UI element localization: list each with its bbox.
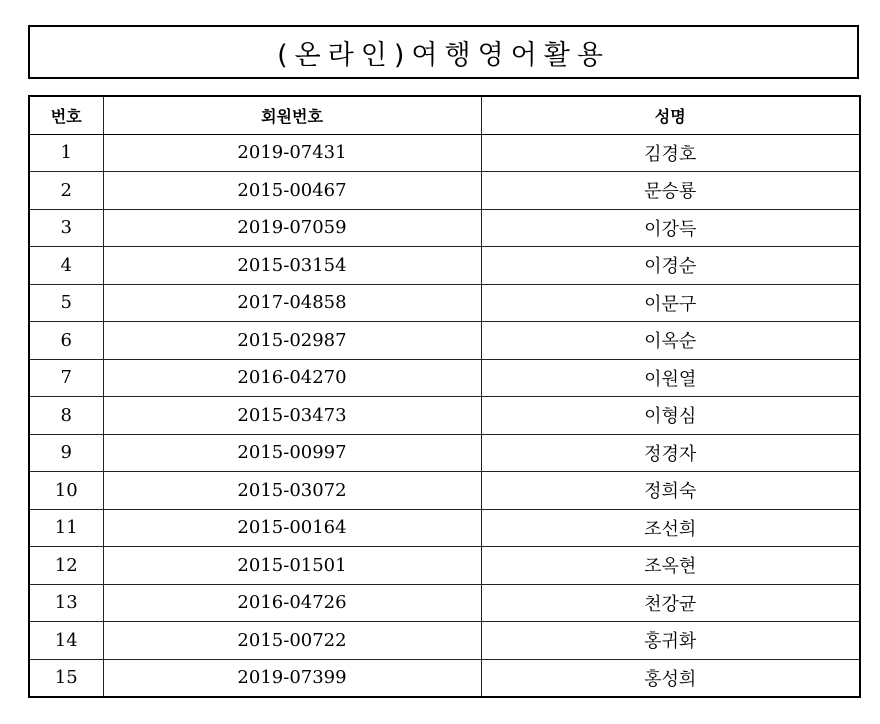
table-header-row	[29, 96, 860, 134]
table-row	[29, 659, 860, 697]
table-row	[29, 434, 860, 472]
member-table	[28, 95, 861, 698]
cell-name: 홍성희	[481, 659, 860, 697]
cell-number: 9	[29, 434, 103, 472]
cell-name: 문승룡	[481, 172, 860, 210]
cell-number: 1	[29, 134, 103, 172]
cell-member-id: 2015-03154	[103, 247, 481, 285]
cell-number: 5	[29, 284, 103, 322]
table-row	[29, 397, 860, 435]
cell-name: 이원열	[481, 359, 860, 397]
cell-number: 13	[29, 584, 103, 622]
table-row	[29, 622, 860, 660]
cell-member-id: 2017-04858	[103, 284, 481, 322]
cell-member-id: 2015-00467	[103, 172, 481, 210]
cell-member-id: 2015-00722	[103, 622, 481, 660]
cell-number: 15	[29, 659, 103, 697]
table-row	[29, 509, 860, 547]
cell-number: 3	[29, 209, 103, 247]
table-row	[29, 172, 860, 210]
cell-number: 6	[29, 322, 103, 360]
cell-name: 김경호	[481, 134, 860, 172]
cell-number: 7	[29, 359, 103, 397]
cell-member-id: 2019-07059	[103, 209, 481, 247]
table-row	[29, 322, 860, 360]
table-row	[29, 584, 860, 622]
table-row	[29, 209, 860, 247]
cell-name: 이형심	[481, 397, 860, 435]
header-name: 성명	[481, 96, 860, 134]
cell-name: 이문구	[481, 284, 860, 322]
cell-member-id: 2015-03473	[103, 397, 481, 435]
cell-member-id: 2015-03072	[103, 472, 481, 510]
cell-member-id: 2019-07399	[103, 659, 481, 697]
cell-name: 홍귀화	[481, 622, 860, 660]
cell-member-id: 2019-07431	[103, 134, 481, 172]
cell-number: 8	[29, 397, 103, 435]
cell-number: 11	[29, 509, 103, 547]
cell-member-id: 2015-02987	[103, 322, 481, 360]
cell-name: 조선희	[481, 509, 860, 547]
title-box	[28, 25, 859, 79]
cell-number: 2	[29, 172, 103, 210]
cell-name: 이옥순	[481, 322, 860, 360]
table-row	[29, 284, 860, 322]
cell-name: 이강득	[481, 209, 860, 247]
cell-name: 천강균	[481, 584, 860, 622]
cell-name: 정경자	[481, 434, 860, 472]
cell-member-id: 2015-01501	[103, 547, 481, 585]
cell-number: 10	[29, 472, 103, 510]
document-title: (온라인)여행영어활용	[277, 39, 610, 71]
cell-member-id: 2015-00164	[103, 509, 481, 547]
table-row	[29, 472, 860, 510]
cell-name: 정희숙	[481, 472, 860, 510]
cell-number: 14	[29, 622, 103, 660]
cell-number: 12	[29, 547, 103, 585]
table-row	[29, 247, 860, 285]
header-number: 번호	[29, 96, 103, 134]
cell-name: 이경순	[481, 247, 860, 285]
table-row	[29, 134, 860, 172]
cell-name: 조옥현	[481, 547, 860, 585]
cell-member-id: 2015-00997	[103, 434, 481, 472]
table-row	[29, 359, 860, 397]
cell-member-id: 2016-04270	[103, 359, 481, 397]
cell-number: 4	[29, 247, 103, 285]
table-row	[29, 547, 860, 585]
cell-member-id: 2016-04726	[103, 584, 481, 622]
header-member-id: 회원번호	[103, 96, 481, 134]
